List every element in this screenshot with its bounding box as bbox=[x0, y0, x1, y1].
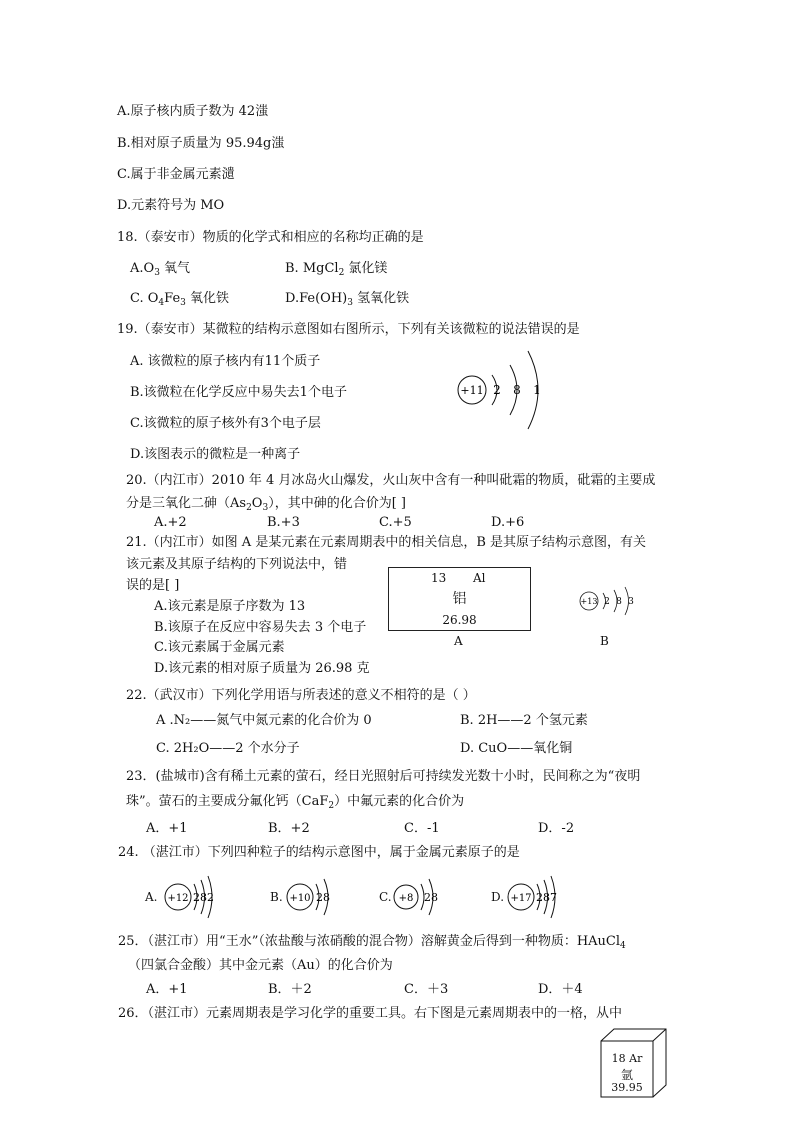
q23-stem-line1: 23．(盐城市)含有稀土元素的萤石，经日光照射后可持续发光数十小时，民间称之为“夜明 bbox=[126, 769, 641, 784]
q20-stem-line1: 20.（内江市）2010 年 4 月冰岛火山爆发，火山灰中含有一种叫砒霜的物质，砒霜的主要成 bbox=[126, 473, 656, 488]
q25-stem-line1: 25．（湛江市）用“王水”（浓盐酸与浓硝酸的混合物）溶解黄金后得到一种物质：HAuCl$_4$ bbox=[118, 934, 626, 951]
q24-atom-a bbox=[160, 875, 224, 919]
nucleus-charge: +8 bbox=[398, 893, 414, 904]
q24-atom-b bbox=[282, 875, 342, 919]
q26-cell-name: 氩 bbox=[620, 1068, 633, 1082]
q22-stem: 22.（武汉市）下列化学用语与所表述的意义不相符的是（ ） bbox=[126, 688, 476, 703]
shell-electrons: 28 bbox=[424, 891, 438, 904]
q21-option-b: B.该原子在反应中容易失去 3 个电子 bbox=[154, 620, 367, 635]
q18-stem: 18.（泰安市）物质的化学式和相应的名称均正确的是 bbox=[117, 230, 424, 245]
q25-option-a: A．+1 bbox=[146, 982, 188, 997]
q21-stem-line3: 误的是[ ] bbox=[126, 578, 180, 593]
q21-stem-line2: 该元素及其原子结构的下列说法中，错 bbox=[126, 557, 348, 572]
q23-option-b: B．+2 bbox=[268, 821, 310, 836]
shell-electrons-2: 8 bbox=[616, 597, 622, 607]
nucleus-charge: +13 bbox=[580, 597, 598, 606]
q20-stem-line2: 分是三氧化二砷$(As_2O_3)$，其中砷的化合价为[ ] bbox=[126, 496, 406, 513]
q18-option-b: B. MgCl$_2$ 氯化镁 bbox=[285, 261, 388, 278]
q20-option-d: D.+6 bbox=[491, 515, 525, 530]
q21-option-a: A.该元素是原子序数为 13 bbox=[154, 599, 306, 614]
q24-label-d: D. bbox=[491, 890, 505, 904]
q24-label-a: A. bbox=[145, 890, 158, 904]
q26-cell-mass: 39.95 bbox=[611, 1081, 643, 1094]
nucleus-charge: +12 bbox=[167, 893, 189, 904]
shell-electrons-1: 2 bbox=[604, 597, 610, 607]
q19-option-b: B.该微粒在化学反应中易失去1个电子 bbox=[130, 385, 347, 400]
q26-cell-top: 18 Ar bbox=[611, 1052, 643, 1065]
q25-option-b: B．＋2 bbox=[268, 982, 312, 997]
shell-electrons-3: 3 bbox=[628, 597, 634, 607]
q18-option-c: C. $O_4Fe_3$ 氧化铁 bbox=[130, 291, 230, 308]
q25-option-d: D．＋4 bbox=[538, 982, 583, 997]
q21-option-c: C.该元素属于金属元素 bbox=[154, 640, 285, 655]
q17-option-a: A.原子核内质子数为 42滍 bbox=[117, 104, 269, 119]
q23-stem-line2: 珠”。萤石的主要成分氟化钙（CaF$_2$）中氟元素的化合价为 bbox=[126, 794, 465, 811]
shell-electrons: 28 bbox=[316, 891, 330, 904]
q17-option-d: D.元素符号为 MO bbox=[117, 198, 225, 213]
shell-electrons-1: 2 bbox=[493, 383, 501, 397]
q23-option-d: D．-2 bbox=[538, 821, 575, 836]
nucleus-charge: +17 bbox=[510, 893, 532, 904]
q23-option-c: C．-1 bbox=[404, 821, 440, 836]
q24-label-b: B. bbox=[270, 890, 283, 904]
q20-option-c: C.+5 bbox=[379, 515, 412, 530]
shell-electrons-3: 1 bbox=[533, 383, 541, 397]
shell-electrons-2: 8 bbox=[513, 383, 521, 397]
q20-option-b: B.+3 bbox=[267, 515, 300, 530]
q24-atom-c bbox=[390, 875, 450, 919]
figure-label-a: A bbox=[454, 634, 463, 648]
q22-option-d: D. CuO——氧化铜 bbox=[460, 741, 573, 756]
q22-option-a: A .N₂——氮气中氮元素的化合价为 0 bbox=[156, 713, 372, 728]
q22-option-b: B. 2H——2 个氢元素 bbox=[460, 713, 588, 728]
q17-option-b: B.相对原子质量为 95.94g滍 bbox=[117, 136, 285, 151]
q26-stem-line1: 26．（湛江市）元素周期表是学习化学的重要工具。右下图是元素周期表中的一格，从中 bbox=[118, 1006, 623, 1021]
q23-option-a: A．+1 bbox=[146, 821, 188, 836]
q21-atom-diagram bbox=[577, 586, 647, 616]
cell-element-name: 铝 bbox=[452, 591, 467, 607]
q22-option-c: C. 2H₂O——2 个水分子 bbox=[156, 741, 300, 756]
q19-option-c: C.该微粒的原子核外有3个电子层 bbox=[130, 416, 321, 431]
q24-label-c: C. bbox=[379, 890, 392, 904]
q18-option-d: $D.Fe(OH)_3$ 氢氧化铁 bbox=[285, 291, 410, 308]
q18-option-a: $A.O_3$ 氧气 bbox=[130, 261, 191, 278]
shell-electrons: 282 bbox=[193, 891, 214, 904]
q21-periodic-cell bbox=[388, 567, 531, 631]
shell-electrons: 287 bbox=[536, 891, 557, 904]
q24-atom-d bbox=[503, 875, 567, 919]
q19-option-a: A. 该微粒的原子核内有11个质子 bbox=[130, 354, 321, 369]
q19-stem: 19.（泰安市）某微粒的结构示意图如右图所示，下列有关该微粒的说法错误的是 bbox=[117, 322, 580, 337]
nucleus-charge: +10 bbox=[289, 893, 311, 904]
cell-atomic-mass: 26.98 bbox=[442, 613, 477, 627]
cell-symbol: Al bbox=[473, 571, 486, 585]
q17-option-c: C.属于非金属元素瀢 bbox=[117, 167, 235, 182]
cell-atomic-number: 13 bbox=[431, 571, 447, 585]
q19-option-d: D.该图表示的微粒是一种离子 bbox=[130, 447, 301, 462]
nucleus-charge: +11 bbox=[460, 384, 484, 397]
q21-stem-line1: 21.（内江市）如图 A 是某元素在元素周期表中的相关信息，B 是其原子结构示意图，有关 bbox=[126, 535, 647, 550]
q21-option-d: D.该元素的相对原子质量为 26.98 克 bbox=[154, 661, 370, 676]
figure-label-b: B bbox=[600, 634, 609, 648]
q19-atom-diagram bbox=[452, 343, 552, 435]
q24-stem: 24. （湛江市）下列四种粒子的结构示意图中，属于金属元素原子的是 bbox=[118, 845, 520, 860]
q25-option-c: C．＋3 bbox=[404, 982, 449, 997]
q20-option-a: A.+2 bbox=[154, 515, 187, 530]
q25-stem-line2: （四氯合金酸）其中金元素（Au）的化合价为 bbox=[128, 958, 393, 973]
